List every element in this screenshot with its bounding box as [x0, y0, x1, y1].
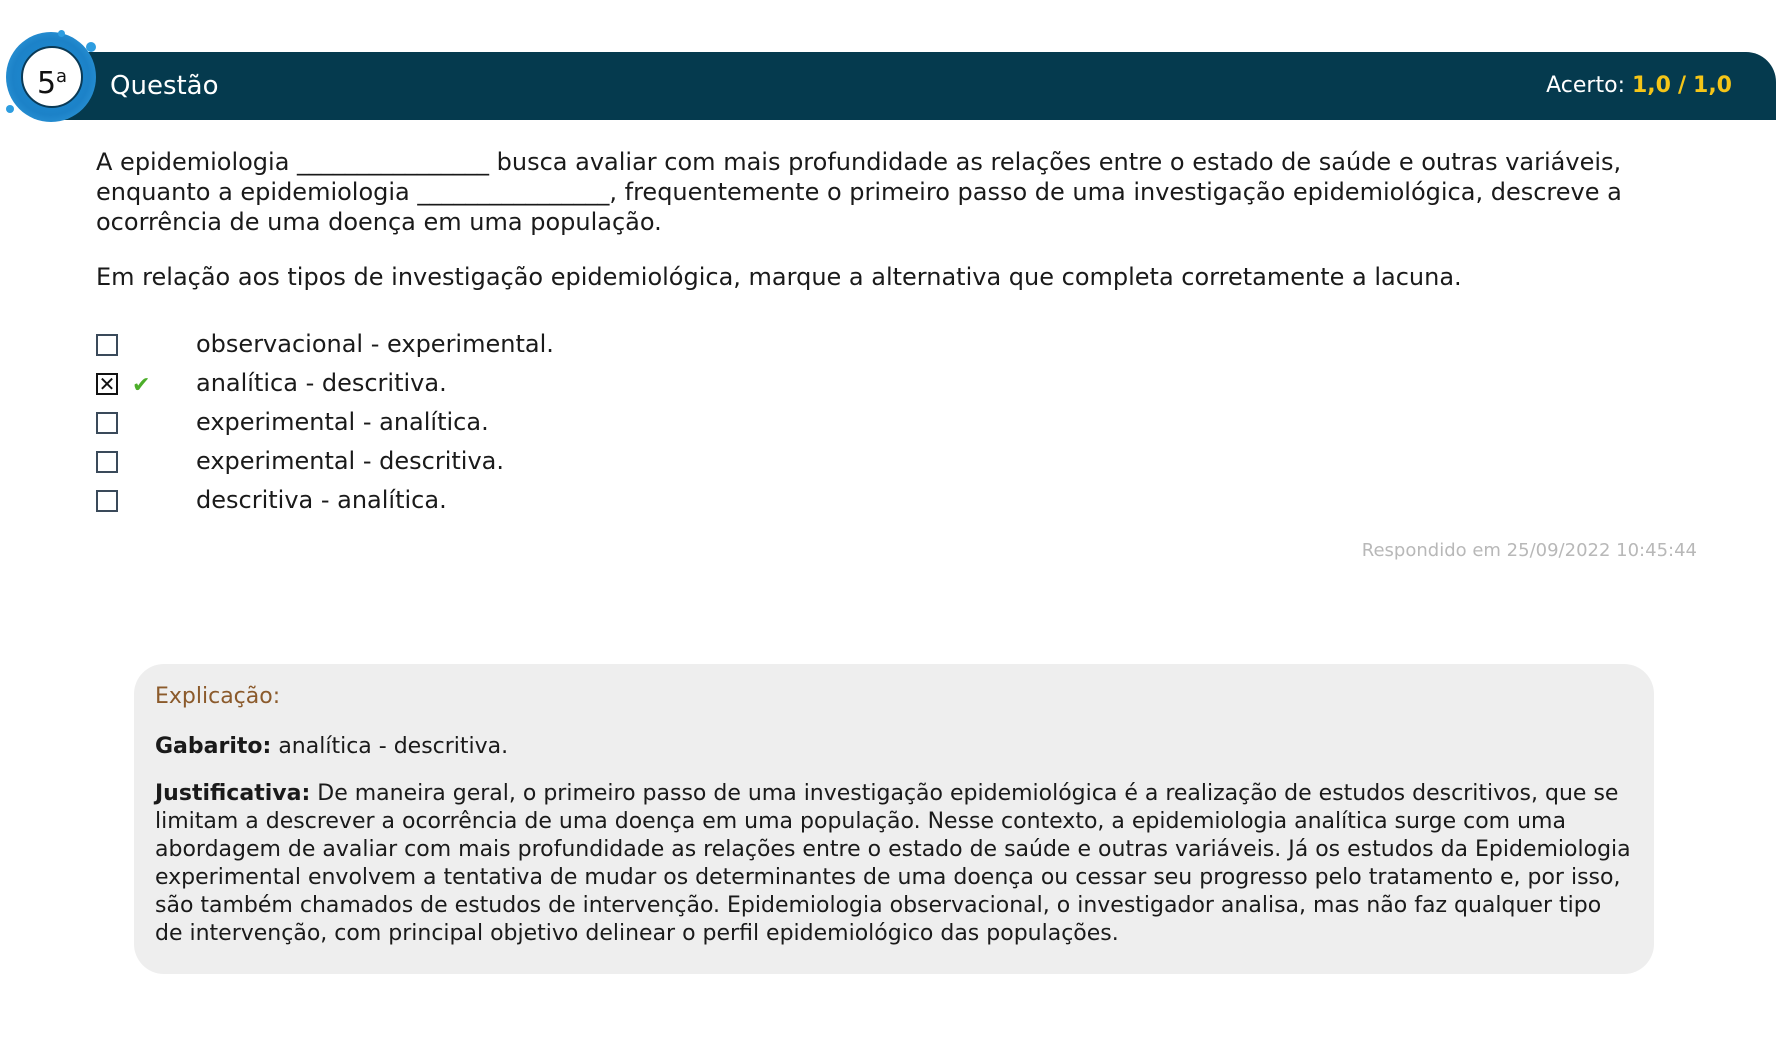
option-checkbox[interactable]	[96, 451, 118, 473]
question-prompt: Em relação aos tipos de investigação epidemiológica, marque a alternativa que completa corretamente a lacuna.	[96, 263, 1462, 291]
question-number	[21, 46, 83, 108]
justification-label: Justificativa:	[155, 781, 311, 806]
score-display	[1546, 52, 1732, 120]
question-title: Questão	[110, 71, 219, 101]
answered-timestamp: Respondido em 25/09/2022 10:45:44	[1361, 540, 1697, 561]
option-checkbox[interactable]	[96, 490, 118, 512]
badge-bubble-icon	[58, 30, 65, 37]
correct-check-icon: ✔	[132, 373, 151, 398]
explanation-title: Explicação:	[155, 684, 281, 709]
badge-bubble-icon	[6, 105, 14, 113]
score-total: 1,0	[1693, 73, 1732, 98]
score-value: 1,0	[1631, 73, 1671, 98]
score-separator: /	[1677, 73, 1687, 98]
option-checkbox[interactable]	[96, 412, 118, 434]
option-label[interactable]: observacional - experimental.	[196, 330, 554, 358]
question-number-badge	[6, 32, 96, 122]
badge-bubble-icon	[86, 42, 96, 52]
option-label[interactable]: descritiva - analítica.	[196, 486, 447, 514]
option-checkbox-checked[interactable]: ✕	[96, 373, 118, 395]
option-label[interactable]: analítica - descritiva.	[196, 369, 447, 397]
question-header	[48, 52, 1776, 120]
score-label: Acerto:	[1546, 73, 1625, 98]
answer-key-value: analítica - descritiva.	[278, 734, 509, 759]
answer-key	[155, 734, 1634, 759]
justification	[155, 780, 1634, 948]
answer-key-label: Gabarito:	[155, 734, 272, 759]
explanation-panel	[134, 664, 1654, 974]
question-text: A epidemiologia ________________ busca avaliar com mais profundidade as relações entre o estado de saúde e outras variáveis, enquanto a epidemiologia ________________, frequentemente o primeiro passo de uma investigação epidemiológica, descreve a ocorrência de uma doença em uma população.	[96, 148, 1622, 236]
option-label[interactable]: experimental - descritiva.	[196, 447, 504, 475]
question-number-digit: 5	[36, 66, 57, 101]
option-label[interactable]: experimental - analítica.	[196, 408, 489, 436]
option-checkbox[interactable]	[96, 334, 118, 356]
question-number-ordinal: a	[56, 66, 68, 87]
justification-text: De maneira geral, o primeiro passo de uma investigação epidemiológica é a realização de estudos descritivos, que se limitam a descrever a ocorrência de uma doença em uma população. Nesse contexto, a epidemiologia analítica surge com uma abordagem de avaliar com mais profundidade as relações entre o estado de saúde e outras variáveis. Já os estudos da Epidemiologia experimental envolvem a tentativa de mudar os determinantes de uma doença ou cessar seu progresso pelo tratamento e, por isso, são também chamados de estudos de intervenção. Epidemiologia observacional, o investigador analisa, mas não faz qualquer tipo de intervenção, com principal objetivo delinear o perfil epidemiológico das populações.	[155, 781, 1631, 946]
